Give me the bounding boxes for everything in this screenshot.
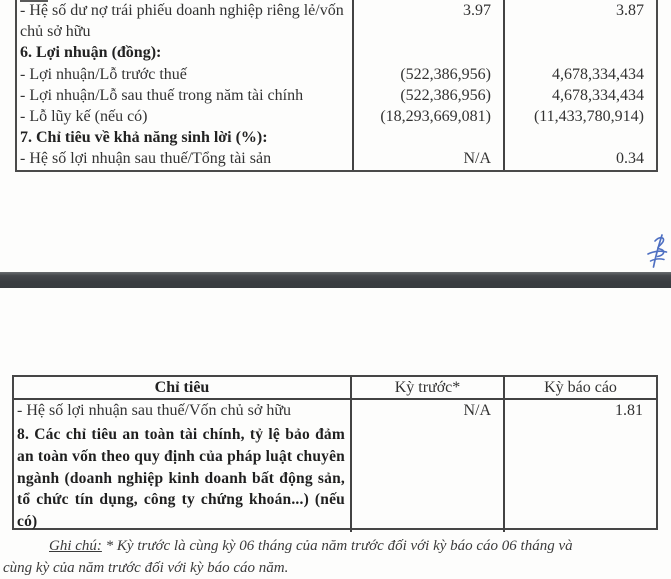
header-ky-bao-cao: Kỳ báo cáo [505, 377, 656, 398]
report-period-value: 4,678,334,434 [505, 64, 656, 85]
report-period-value [505, 422, 656, 532]
table-row [17, 106, 656, 127]
table-row [14, 400, 656, 422]
prev-period-value: (522,386,956) [354, 85, 505, 106]
row-label: - Lợi nhuận/Lỗ sau thuế trong năm tài chính [17, 85, 354, 106]
financial-ratios-table-bottom [12, 375, 658, 530]
report-period-value [505, 42, 656, 63]
table-row [17, 85, 656, 106]
report-period-value: 1.81 [505, 400, 656, 422]
prev-period-value: (522,386,956) [354, 64, 505, 85]
row-label: - Hệ số lợi nhuận sau thuế/Tổng tài sản [17, 148, 354, 169]
header-chi-tieu: Chỉ tiêu [14, 377, 352, 398]
footnote [3, 536, 658, 579]
table-row [17, 42, 656, 63]
prev-period-value: N/A [352, 400, 505, 422]
report-period-value: 4,678,334,434 [505, 85, 656, 106]
prev-period-value: N/A [354, 148, 505, 169]
table-header-row [14, 377, 656, 400]
report-period-value: (11,433,780,914) [505, 106, 656, 127]
table-row [14, 422, 656, 532]
table-row [17, 64, 656, 85]
prev-period-value: 3.97 [354, 0, 505, 42]
report-period-value: 3.87 [505, 0, 656, 42]
header-ky-truoc: Kỳ trước* [352, 377, 505, 398]
financial-ratios-table-top [15, 0, 658, 172]
table-row [17, 148, 656, 169]
row-label: - Lợi nhuận/Lỗ trước thuế [17, 64, 354, 85]
prev-period-value [354, 42, 505, 63]
report-period-value [505, 127, 656, 148]
blue-pen-signature-icon [646, 234, 668, 268]
table-row [17, 127, 656, 148]
section-label: 8. Các chỉ tiêu an toàn tài chính, tỷ lệ bảo đảm an toàn vốn theo quy định của pháp luật chuyên ngành (doanh nghiệp kinh doanh bất động sản, tổ chức tín dụng, công ty chứng khoán...) (nếu có) [14, 422, 352, 532]
section-label: 7. Chỉ tiêu về khả năng sinh lời (%): [17, 127, 354, 148]
section-label: 6. Lợi nhuận (đồng): [17, 42, 354, 63]
footnote-line1: * Kỳ trước là cùng kỳ 06 tháng của năm trước đối với kỳ báo cáo 06 tháng và [102, 538, 573, 554]
report-period-value: 0.34 [505, 148, 656, 169]
row-label: - Lỗ lũy kế (nếu có) [17, 106, 354, 127]
page-separator-bar [0, 272, 671, 288]
prev-period-value: (18,293,669,081) [354, 106, 505, 127]
footnote-line2: cùng kỳ của năm trước đối với kỳ báo cáo năm. [3, 558, 658, 579]
row-label: - Hệ số dư nợ trái phiếu doanh nghiệp riêng lẻ/vốn chủ sở hữu [17, 0, 354, 42]
prev-period-value [354, 127, 505, 148]
table-row [17, 0, 656, 42]
footnote-label: Ghi chú: [49, 538, 102, 554]
prev-period-value [352, 422, 505, 532]
row-label: - Hệ số lợi nhuận sau thuế/Vốn chủ sở hữu [14, 400, 352, 422]
